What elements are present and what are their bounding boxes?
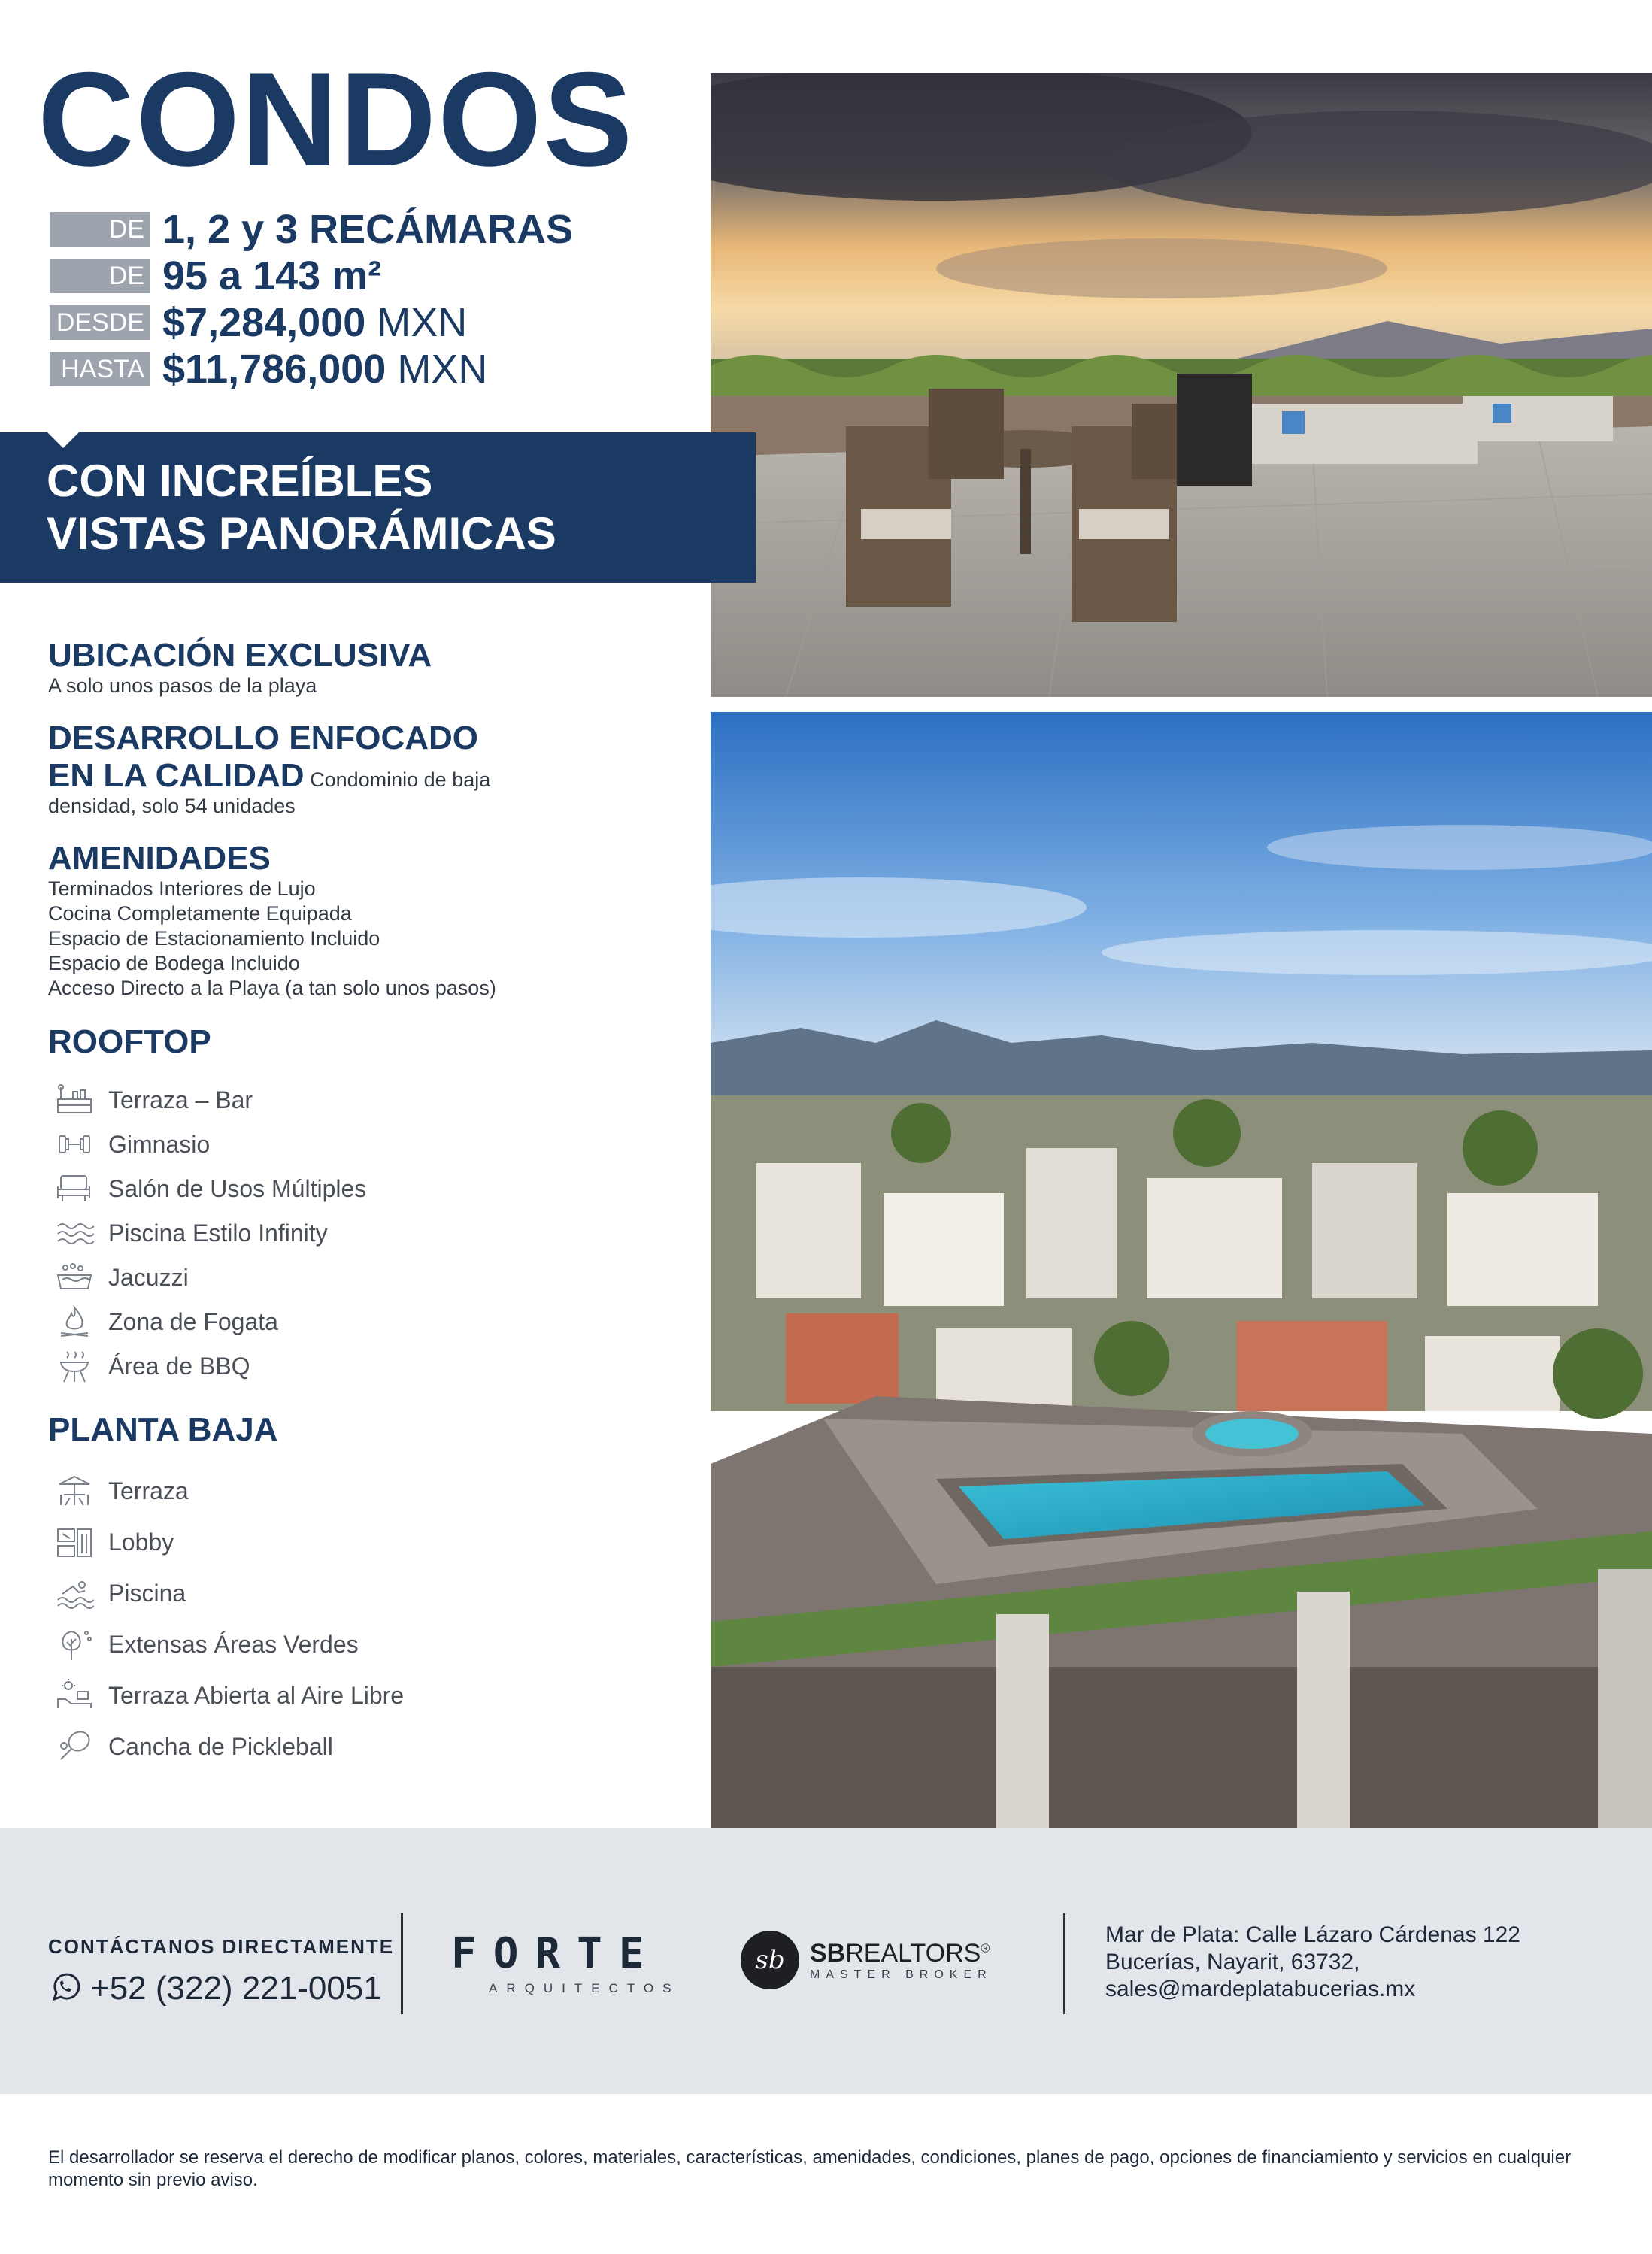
spec-bedrooms — [50, 209, 573, 250]
rooftop-item: Jacuzzi — [53, 1259, 189, 1296]
waves-icon — [53, 1214, 96, 1252]
spec-price-to — [50, 347, 488, 392]
whatsapp-icon — [48, 1971, 81, 2007]
rooftop-item: Terraza – Bar — [53, 1081, 253, 1119]
rooftop-item: Salón de Usos Múltiples — [53, 1170, 366, 1207]
planta-baja-item: Extensas Áreas Verdes — [53, 1625, 359, 1663]
planta-baja-heading: PLANTA BAJA — [48, 1411, 278, 1448]
aerial-pool-photo — [711, 712, 1652, 1828]
fire-icon — [53, 1303, 96, 1341]
spec-label: DESDE — [50, 305, 150, 340]
email-link[interactable]: sales@mardeplatabucerias.mx — [1105, 1977, 1416, 2001]
rooftop-heading: ROOFTOP — [48, 1023, 211, 1060]
ubicacion-heading: UBICACIÓN EXCLUSIVA — [48, 637, 432, 674]
grill-icon — [53, 1347, 96, 1385]
planta-baja-item: Terraza Abierta al Aire Libre — [53, 1677, 404, 1714]
bar-icon — [53, 1081, 96, 1119]
spec-label: DE — [50, 259, 150, 293]
rooftop-item: Zona de Fogata — [53, 1303, 278, 1341]
banner-notch — [47, 432, 80, 448]
list-item: Espacio de Bodega Incluido — [48, 952, 300, 974]
address-line: Bucerías, Nayarit, 63732, — [1105, 1950, 1360, 1974]
desarrollo-heading: DESARROLLO ENFOCADO — [48, 720, 478, 756]
desarrollo-heading-2: EN LA CALIDAD Condominio de baja — [48, 757, 491, 794]
page-title: CONDOS — [38, 44, 635, 194]
rooftop-terrace-photo — [711, 73, 1652, 697]
divider — [401, 1913, 403, 2014]
rooftop-item: Piscina Estilo Infinity — [53, 1214, 328, 1252]
spec-value: 95 a 143 m² — [162, 253, 382, 298]
disclaimer: El desarrollador se reserva el derecho de modificar planos, colores, materiales, características, amenidades, condiciones, planes de pago, opciones de financiamiento y servicios en cualquier momento sin previo aviso. — [48, 2147, 1572, 2190]
sb-emblem-icon: sb — [741, 1931, 799, 1989]
spec-area — [50, 253, 382, 298]
list-item: Cocina Completamente Equipada — [48, 902, 352, 925]
swimmer-icon — [53, 1574, 96, 1612]
divider — [1063, 1913, 1065, 2014]
spec-label: HASTA — [50, 352, 150, 386]
banner-text: CON INCREÍBLES VISTAS PANORÁMICAS — [47, 456, 556, 559]
sun-lounger-icon — [53, 1677, 96, 1714]
phone-number[interactable]: +52 (322) 221-0051 — [90, 1970, 382, 2007]
sb-realtors-logo: sb SBREALTORS® MASTER BROKER — [741, 1931, 993, 1989]
planta-baja-item: Terraza — [53, 1472, 189, 1510]
amenidades-heading: AMENIDADES — [48, 840, 271, 877]
rooftop-item: Gimnasio — [53, 1125, 210, 1163]
planta-baja-item: Cancha de Pickleball — [53, 1728, 333, 1765]
address-block — [1105, 1922, 1520, 2003]
list-item: Espacio de Estacionamiento Incluido — [48, 927, 380, 950]
list-item: Acceso Directo a la Playa (a tan solo unos pasos) — [48, 977, 496, 999]
rooftop-item: Área de BBQ — [53, 1347, 250, 1385]
planta-baja-item: Lobby — [53, 1523, 174, 1561]
umbrella-table-icon — [53, 1472, 96, 1510]
headline-banner — [0, 432, 756, 583]
ubicacion-text: A solo unos pasos de la playa — [48, 674, 317, 697]
spec-label: DE — [50, 212, 150, 247]
paddle-icon — [53, 1728, 96, 1765]
spec-value: 1, 2 y 3 RECÁMARAS — [162, 207, 574, 252]
spec-value: $7,284,000 MXN — [162, 300, 468, 345]
amenidades-list — [48, 877, 496, 1001]
desarrollo-text: densidad, solo 54 unidades — [48, 795, 296, 817]
planta-baja-item: Piscina — [53, 1574, 186, 1612]
forte-logo: FORTE ARQUITECTOS — [451, 1929, 681, 1995]
spec-price-from — [50, 302, 467, 343]
lobby-icon — [53, 1523, 96, 1561]
tree-icon — [53, 1625, 96, 1663]
jacuzzi-icon — [53, 1259, 96, 1296]
dumbbell-icon — [53, 1125, 96, 1163]
address-line: Mar de Plata: Calle Lázaro Cárdenas 122 — [1105, 1922, 1520, 1947]
phone-contact[interactable] — [48, 1970, 382, 2007]
contact-label: CONTÁCTANOS DIRECTAMENTE — [48, 1935, 395, 1958]
spec-value: $11,786,000 MXN — [162, 347, 488, 392]
lounge-icon — [53, 1170, 96, 1207]
list-item: Terminados Interiores de Lujo — [48, 877, 316, 900]
